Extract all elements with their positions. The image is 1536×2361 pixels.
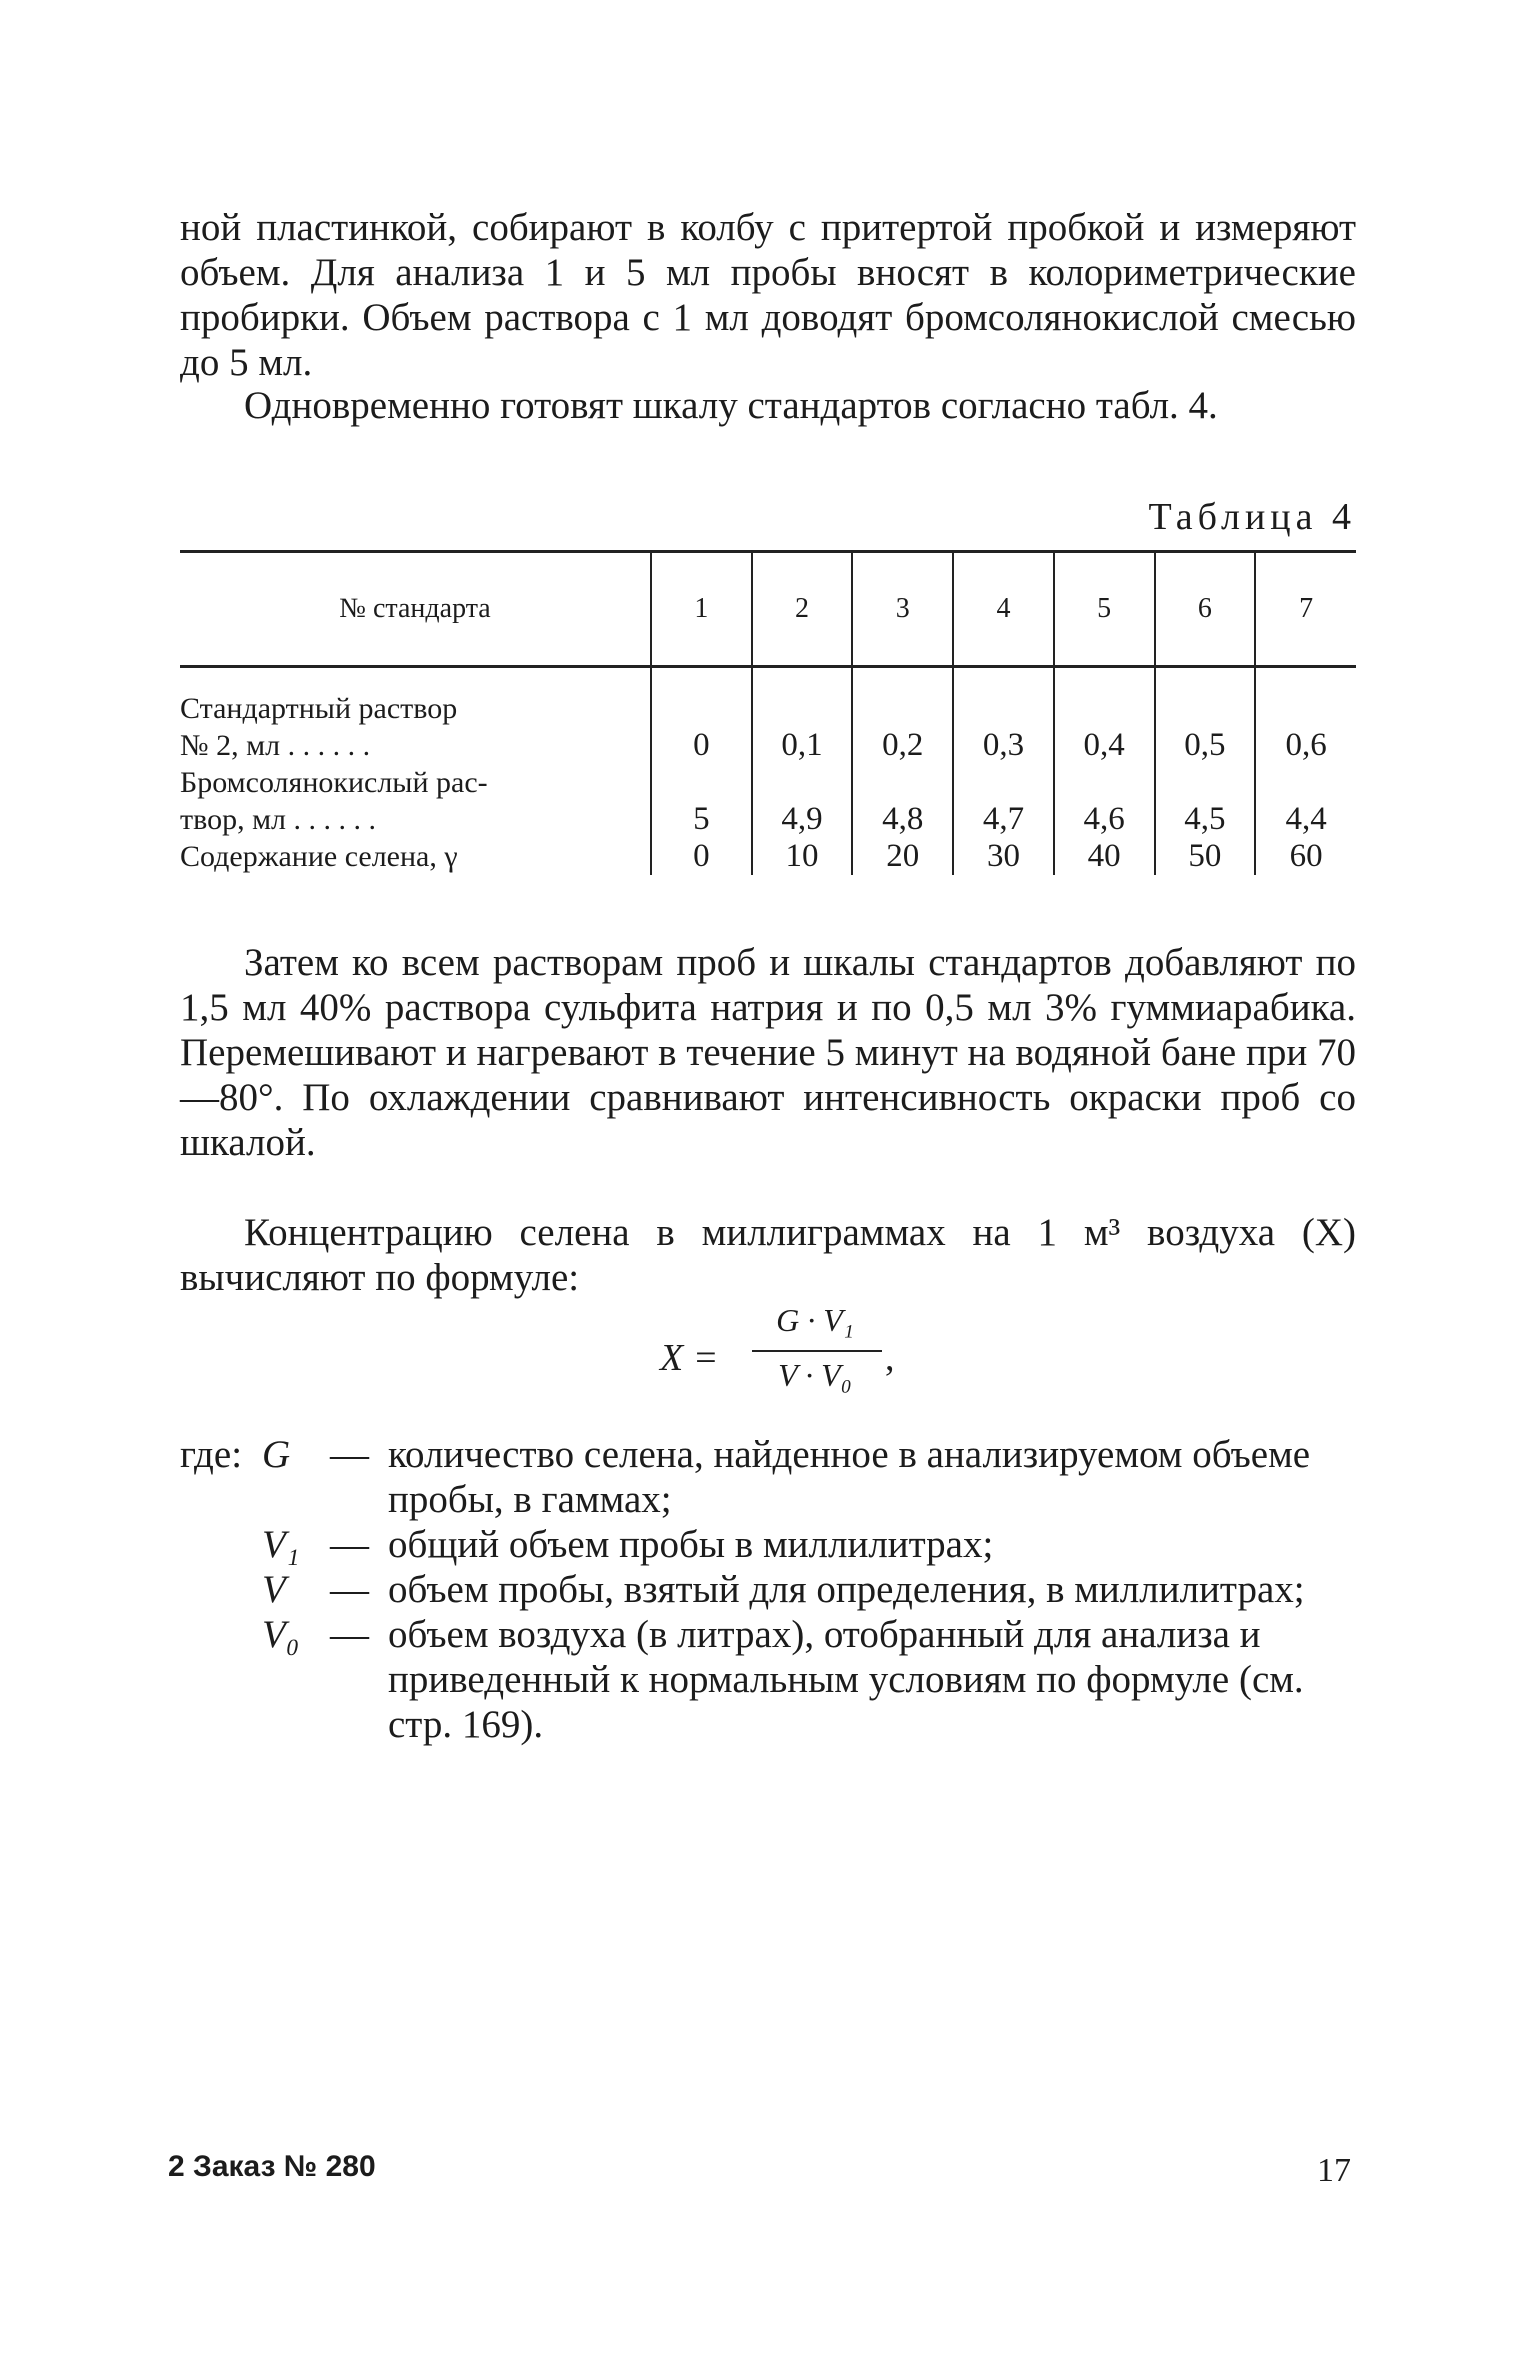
table-row-labels xyxy=(180,690,651,875)
definitions-list xyxy=(180,1432,1356,1747)
cell-value: 60 xyxy=(1289,838,1323,874)
definition-text: общий объем пробы в миллилитрах; xyxy=(388,1523,994,1566)
definition-symbol: V₀ xyxy=(262,1613,300,1656)
cell-value: 20 xyxy=(886,838,920,874)
formula-denominator: V · V₀ xyxy=(778,1357,852,1393)
definition-symbol: G xyxy=(262,1433,291,1476)
table-col-6-values xyxy=(1155,690,1256,875)
cell-value: 4,4 xyxy=(1285,801,1327,837)
definition-symbol: V xyxy=(262,1568,286,1611)
table-header-col-5: 5 xyxy=(1054,552,1155,667)
definition-item xyxy=(180,1432,1356,1522)
definition-dash: — xyxy=(330,1523,369,1566)
cell-value: 0,2 xyxy=(882,727,924,763)
definition-item xyxy=(180,1567,1356,1612)
table-header-col-1: 1 xyxy=(651,552,752,667)
formula xyxy=(640,1302,940,1412)
definition-text: объем воздуха (в литрах), отобранный для анализа и приведенный к нормальным условиям по формуле (см. стр. 169). xyxy=(388,1613,1304,1746)
cell-value: 5 xyxy=(693,801,710,837)
footer-order-mark: 2 Заказ № 280 xyxy=(168,2150,376,2183)
table-header-col-4: 4 xyxy=(953,552,1054,667)
cell-value: 30 xyxy=(986,838,1020,874)
cell-value: 0,3 xyxy=(982,727,1025,763)
row-label-standard-solution-1: Стандартный раствор xyxy=(180,692,458,725)
table-header-col-3: 3 xyxy=(852,552,953,667)
cell-value: 4,9 xyxy=(781,801,823,837)
table-header-row xyxy=(180,552,1356,667)
row-label-standard-solution-2: № 2, мл . . . . . . xyxy=(180,729,371,762)
definitions-intro: где: xyxy=(180,1433,243,1476)
table-header-label: № стандарта xyxy=(180,552,651,667)
formula-numerator: G · V₁ xyxy=(776,1302,854,1338)
table-col-1-values xyxy=(651,690,752,875)
formula-lhs: X = xyxy=(660,1337,719,1379)
table-col-3-values xyxy=(852,690,953,875)
cell-value: 4,5 xyxy=(1184,801,1226,837)
definition-text: объем пробы, взятый для определения, в миллилитрах; xyxy=(388,1568,1305,1611)
definition-item xyxy=(180,1522,1356,1567)
table-col-2-values xyxy=(752,690,853,875)
row-label-bromine-1: Бромсолянокислый рас- xyxy=(180,766,488,799)
table-header-col-7: 7 xyxy=(1255,552,1356,667)
cell-value: 4,8 xyxy=(882,801,924,837)
table-caption: Таблица 4 xyxy=(1148,496,1356,538)
cell-value: 0 xyxy=(693,727,710,763)
table-header-col-6: 6 xyxy=(1155,552,1256,667)
cell-value: 0,6 xyxy=(1285,727,1327,763)
paragraph-reagents: Затем ко всем растворам проб и шкалы стандартов добавляют по 1,5 мл 40% раствора сульфита натрия и по 0,5 мл 3% гуммиарабика. Перемешивают и нагревают в течение 5 минут на водяной бане при 70—80°. По охлаждении сравнивают интенсивность окраски проб со шкалой. xyxy=(180,941,1356,1164)
paragraph-standards-scale: Одновременно готовят шкалу стандартов согласно табл. 4. xyxy=(244,384,1218,427)
cell-value: 50 xyxy=(1188,838,1222,874)
definition-dash: — xyxy=(330,1568,369,1611)
paragraph-sample-collection: ной пластинкой, собирают в колбу с притертой пробкой и измеряют объем. Для анализа 1 и 5 мл пробы вносят в колориметрические пробирки. Объем раствора с 1 мл доводят бромсолянокислой смесью до 5 мл. xyxy=(180,206,1356,384)
cell-value: 0,1 xyxy=(781,727,823,763)
row-label-selenium-content: Содержание селена, γ xyxy=(180,840,458,873)
cell-value: 40 xyxy=(1087,838,1121,874)
cell-value: 0 xyxy=(693,838,710,874)
table-col-4-values xyxy=(953,690,1054,875)
definition-dash: — xyxy=(330,1433,369,1476)
definition-text: количество селена, найденное в анализируемом объеме пробы, в гаммах; xyxy=(388,1433,1311,1521)
page-number: 17 xyxy=(1317,2152,1351,2189)
cell-value: 0,4 xyxy=(1083,727,1125,763)
table-col-5-values xyxy=(1054,690,1155,875)
cell-value: 4,6 xyxy=(1083,801,1125,837)
fraction-bar xyxy=(752,1350,882,1352)
table-header-col-2: 2 xyxy=(752,552,853,667)
definition-dash: — xyxy=(330,1613,369,1656)
standards-table xyxy=(180,550,1356,875)
formula-trailing: , xyxy=(885,1337,895,1379)
paragraph-concentration: Концентрацию селена в миллиграммах на 1 м³ воздуха (X) вычисляют по формуле: xyxy=(180,1211,1356,1299)
definition-symbol: V₁ xyxy=(262,1523,300,1566)
definition-item xyxy=(180,1612,1356,1747)
cell-value: 10 xyxy=(785,838,819,874)
row-label-bromine-2: твор, мл . . . . . . xyxy=(180,803,377,836)
table-col-7-values xyxy=(1255,690,1356,875)
table-body-row xyxy=(180,690,1356,875)
cell-value: 0,5 xyxy=(1184,727,1226,763)
cell-value: 4,7 xyxy=(982,801,1025,837)
